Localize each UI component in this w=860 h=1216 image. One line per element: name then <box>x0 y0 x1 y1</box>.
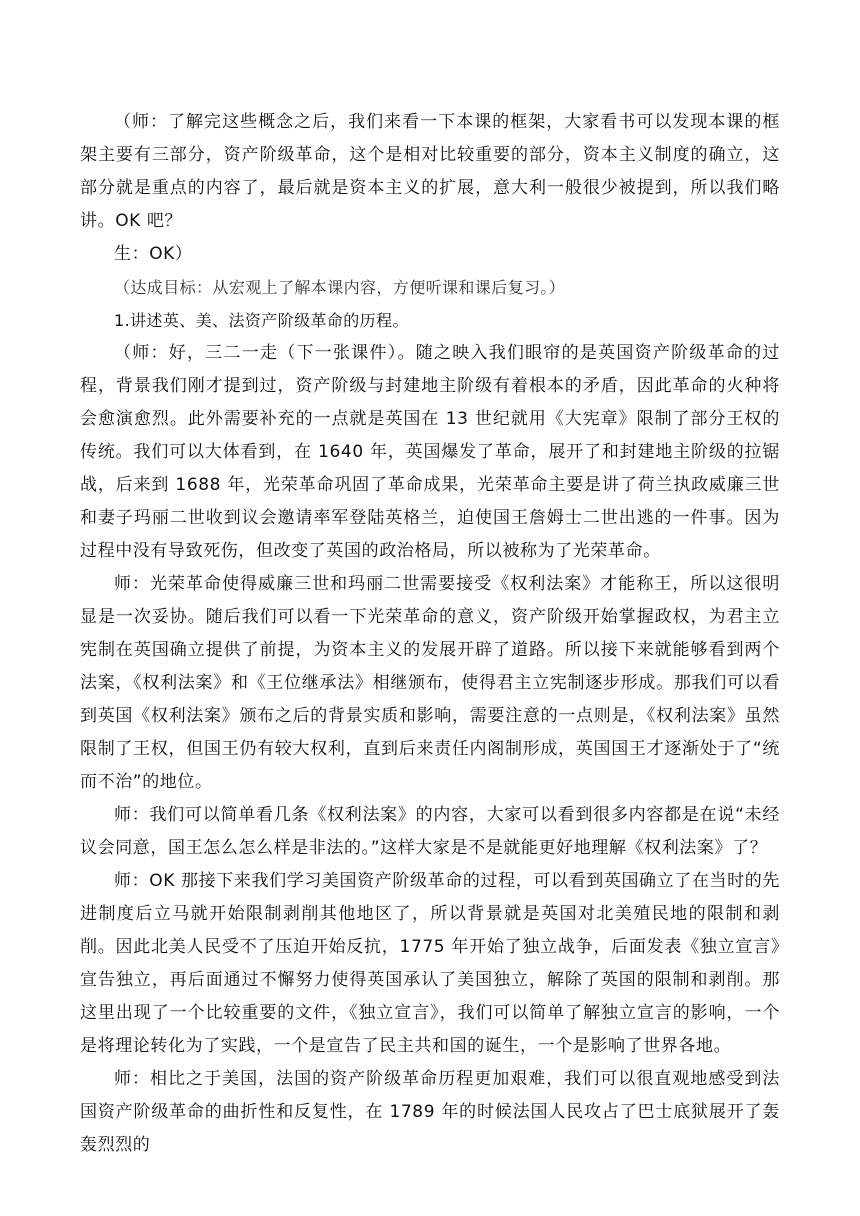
paragraph-bill-of-rights: 师：我们可以简单看几条《权利法案》的内容，大家可以看到很多内容都是在说“未经议会同意，国王怎么怎么样是非法的。”这样大家是不是就能更好地理解《权利法案》了？ <box>80 805 780 858</box>
paragraph-learning-aim: （达成目标：从宏观上了解本课内容，方便听课和课后复习。） <box>114 278 566 297</box>
paragraph-french-revolution: 师：相比之于美国，法国的资产阶级革命历程更加艰难，我们可以很直观地感受到法国资产阶级革命的曲折性和反复性，在 1789 年的时候法国人民攻占了巴士底狱展开了轰轰烈烈的 <box>80 1069 780 1155</box>
paragraph-english-revolution: （师：好，三二一走（下一张课件）。随之映入我们眼帘的是英国资产阶级革命的过程，背景我们刚才提到过，资产阶级与封建地主阶级有着根本的矛盾，因此革命的火种将会愈演愈烈。此外需要补充的一点就是英国在 13 世纪就用《大宪章》限制了部分王权的传统。我们可以大体看到，在 1640 年，英国爆发了革命，展开了和封建地主阶级的拉锯战，后来到 1688 年，光荣革命巩固了革命成果，光荣革命主要是讲了荷兰执政威廉三世和妻子玛丽二世收到议会邀请率军登陆英格兰，迫使国王詹姆士二世出逃的一件事。因为过程中没有导致死伤，但改变了英国的政治格局，所以被称为了光荣革命。 <box>80 343 780 561</box>
section-heading: 1.讲述英、美、法资产阶级革命的历程。 <box>114 311 409 330</box>
paragraph-framework: （师：了解完这些概念之后，我们来看一下本课的框架，大家看书可以发现本课的框架主要有三部分，资产阶级革命，这个是相对比较重要的部分，资本主义制度的确立，这部分就是重点的内容了，最后就是资本主义的扩展，意大利一般很少被提到，所以我们略讲。OK 吧？ <box>80 112 780 231</box>
paragraph-glorious-revolution: 师：光荣革命使得威廉三世和玛丽二世需要接受《权利法案》才能称王，所以这很明显是一次妥协。随后我们可以看一下光荣革命的意义，资产阶级开始掌握政权，为君主立宪制在英国确立提供了前提，为资本主义的发展开辟了道路。所以接下来就能够看到两个法案，《权利法案》和《王位继承法》相继颁布，使得君主立宪制逐步形成。那我们可以看到英国《权利法案》颁布之后的背景实质和影响，需要注意的一点则是，《权利法案》虽然限制了王权，但国王仍有较大权利，直到后来责任内阁制形成，英国国王才逐渐处于了“统而不治”的地位。 <box>80 574 780 792</box>
paragraph-student-reply: 生：OK） <box>114 244 193 264</box>
document-body <box>80 106 780 1162</box>
paragraph-american-revolution: 师：OK 那接下来我们学习美国资产阶级革命的过程，可以看到英国确立了在当时的先进制度后立马就开始限制剥削其他地区了，所以背景就是英国对北美殖民地的限制和剥削。因此北美人民受不了压迫开始反抗，1775 年开始了独立战争，后面发表《独立宣言》宣告独立，再后面通过不懈努力使得英国承认了美国独立，解除了英国的限制和剥削。那这里出现了一个比较重要的文件，《独立宣言》，我们可以简单了解独立宣言的影响，一个是将理论转化为了实践，一个是宣告了民主共和国的诞生，一个是影响了世界各地。 <box>80 871 780 1056</box>
